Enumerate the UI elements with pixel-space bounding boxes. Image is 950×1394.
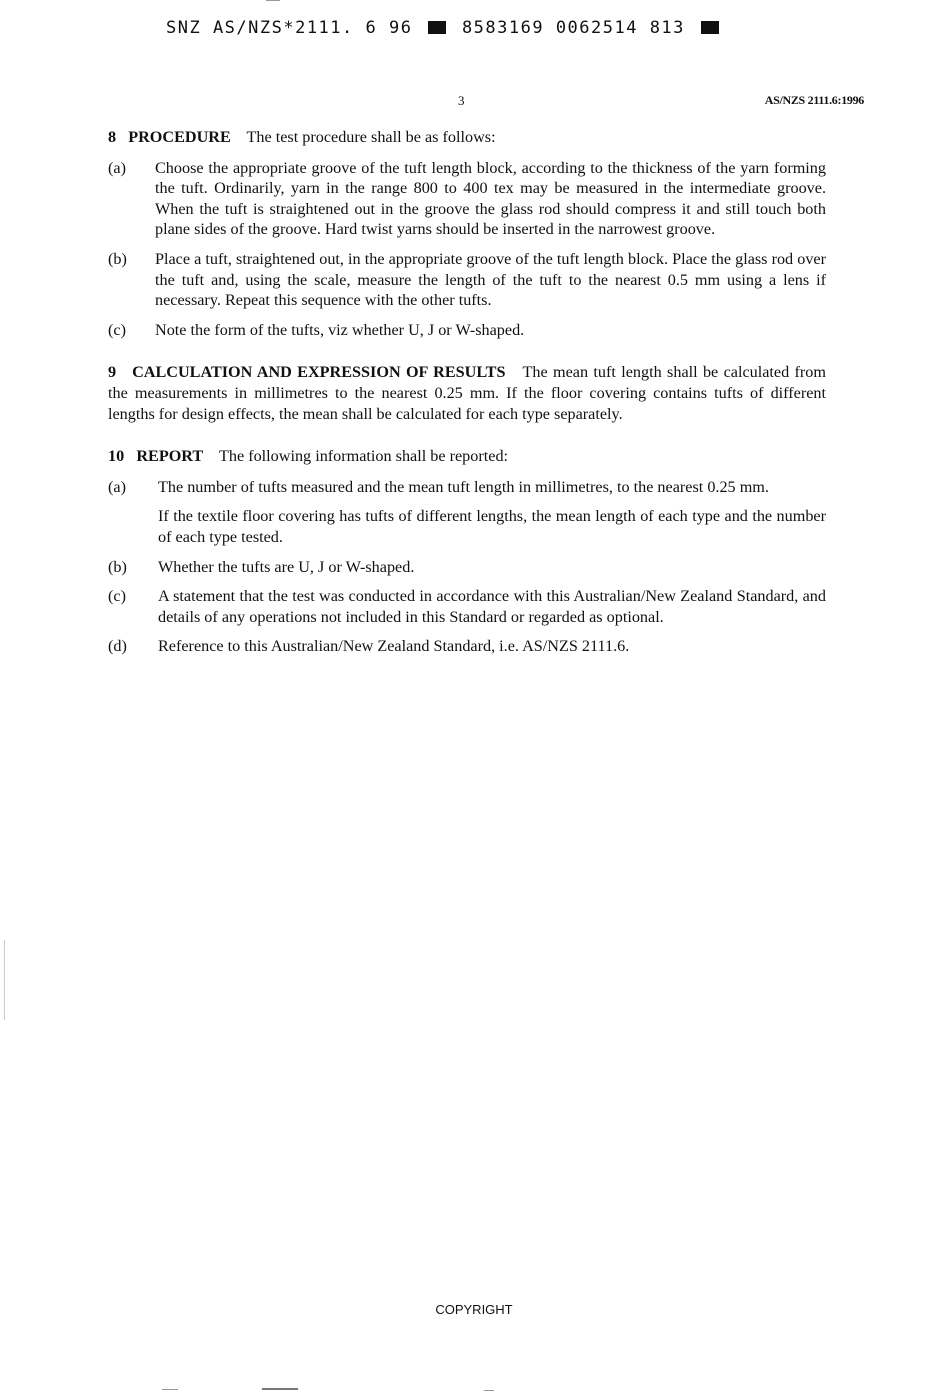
list-item (108, 636, 826, 657)
scan-artifact (162, 1389, 178, 1390)
section-intro: The following information shall be reported: (218, 447, 509, 466)
list-item (108, 477, 826, 548)
list-item-text: Choose the appropriate groove of the tuft length block, according to the thickness of the yarn forming the tuft. Ordinarily, yarn in the range 800 to 400 tex may be measured in the intermediate groove. When the tuft is straightened out in the groove the glass rod should compress it and still touch both plane sides of the groove. Hard twist yarns should be inserted in the narrowest groove. (155, 158, 826, 239)
list-item-label: (b) (108, 249, 127, 268)
document-body (108, 127, 826, 666)
section-intro: The test procedure shall be as follows: (246, 128, 496, 146)
list-item (108, 557, 826, 578)
list-item-text: The number of tufts measured and the mean tuft length in millimetres, to the nearest 0.25 mm. (158, 477, 769, 496)
scan-artifact (484, 1390, 494, 1391)
section-10-heading (108, 446, 826, 467)
section-text: The mean tuft length shall be calculated from the measurements in millimetres to the nearest 0.25 mm. If the floor covering contains tufts of different lengths for design effects, the mean shall be calculated for each type separately. (108, 363, 826, 423)
list-item-text: A statement that the test was conducted in accordance with this Australian/New Zealand Standard, and details of any operations not included in this Standard or regarded as optional. (158, 587, 826, 626)
list-item-label: (c) (108, 587, 126, 606)
section-number: 8 (108, 128, 117, 146)
section-number: 9 (108, 363, 117, 382)
list-item-label: (d) (108, 637, 127, 656)
scan-artifact (4, 940, 5, 1020)
list-item-extra-text: If the textile floor covering has tufts of different lengths, the mean length of each type and the number of each type tested. (158, 507, 826, 546)
list-item (108, 586, 826, 627)
list-item-label: (b) (108, 557, 127, 576)
scan-header-code (166, 18, 723, 38)
list-item (108, 249, 826, 311)
list-item-text: Whether the tufts are U, J or W-shaped. (158, 557, 415, 576)
standard-reference: AS/NZS 2111.6:1996 (764, 93, 864, 107)
list-item (108, 320, 826, 341)
list-item-text: Note the form of the tufts, viz whether U, J or W-shaped. (155, 320, 525, 339)
section-9-paragraph (108, 362, 826, 424)
scan-code-mid: 8583169 0062514 813 (461, 18, 685, 38)
page-number: 3 (458, 93, 465, 108)
section-title: CALCULATION AND EXPRESSION OF RESULTS (132, 363, 506, 382)
section-8-heading (108, 127, 826, 148)
scan-artifact (266, 0, 280, 1)
scan-artifact (262, 1388, 298, 1390)
black-block-mark (701, 21, 719, 34)
list-item-label: (c) (108, 320, 126, 339)
section-number: 10 (108, 447, 125, 466)
section-title: REPORT (136, 447, 204, 466)
scan-code-left: SNZ AS/NZS*2111. 6 96 (166, 18, 413, 38)
list-item-label: (a) (108, 477, 126, 496)
black-block-mark (428, 21, 446, 34)
section-title: PROCEDURE (128, 128, 231, 146)
list-item (108, 158, 826, 240)
copyright-footer: COPYRIGHT (435, 1302, 513, 1317)
list-item-label: (a) (108, 158, 126, 177)
list-item-text: Reference to this Australian/New Zealand Standard, i.e. AS/NZS 2111.6. (158, 637, 630, 656)
list-item-text: Place a tuft, straightened out, in the appropriate groove of the tuft length block. Place the glass rod over the tuft and, using the scale, measure the length of the tuft to the nearest 0.5 mm using a lens if necessary. Repeat this sequence with the other tufts. (155, 249, 826, 310)
